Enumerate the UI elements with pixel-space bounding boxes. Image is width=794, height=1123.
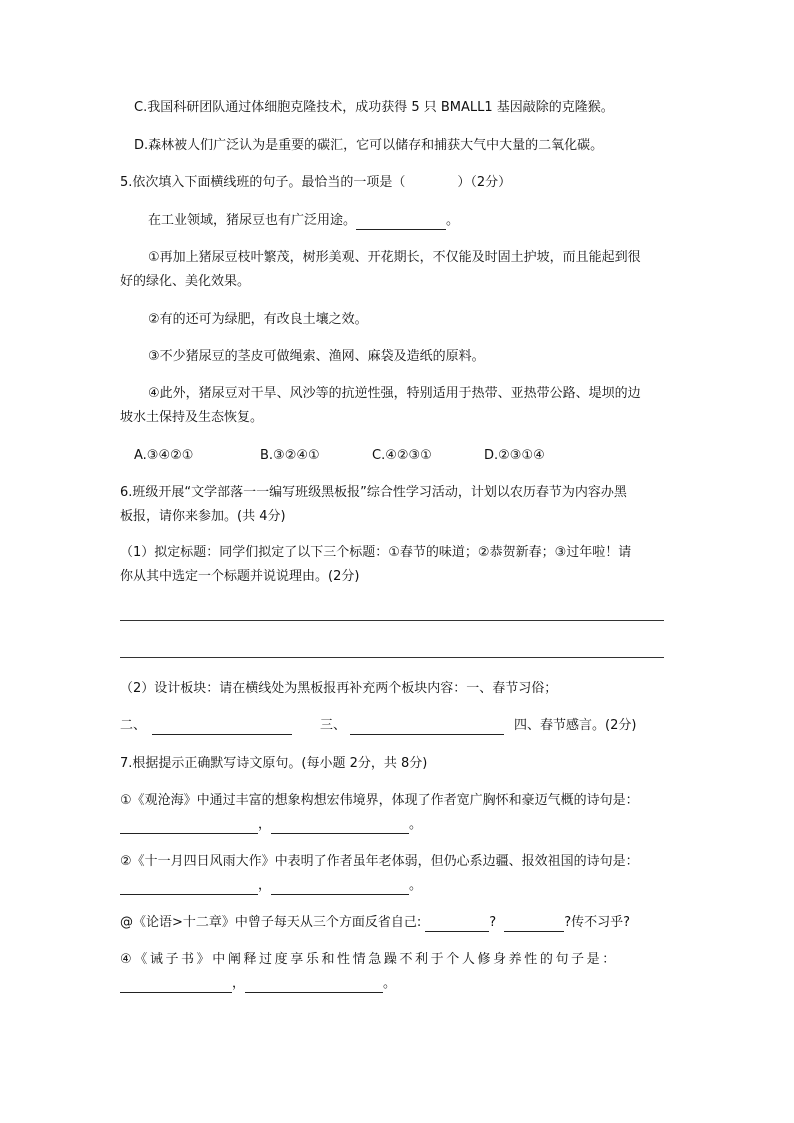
q7-b-blank-2[interactable] bbox=[271, 880, 409, 895]
q7-item-a-prompt: ①《观沧海》中通过丰富的想象构想宏伟境界，体现了作者宽广胸怀和豪迈气概的诗句是： bbox=[120, 793, 639, 808]
q7-d-blank-2[interactable] bbox=[245, 978, 383, 993]
q7-item-c: @《论语>十二章》中曾子每天从三个方面反省自己: ? ?传不习乎? bbox=[120, 915, 630, 930]
q6-stem-line1: 6.班级开展“文学部落一一编写班级黑板报”综合性学习活动，计划以农历春节为内容办黑 bbox=[120, 485, 627, 500]
q7-b-blank-1[interactable] bbox=[120, 880, 258, 895]
q6-part2-blanks: 二、 三、 四、春节感言。(2分) bbox=[120, 718, 637, 733]
q5-sentence-2: ②有的还可为绿肥，有改良土壤之效。 bbox=[148, 312, 368, 327]
q7-stem: 7.根据提示正确默写诗文原句。(每小题 2分，共 8分) bbox=[120, 756, 428, 771]
q5-answer-blank[interactable] bbox=[356, 215, 446, 230]
q5-lead-text: 在工业领域，猪尿豆也有广泛用途。 bbox=[148, 213, 357, 228]
q6-part1-line2: 你从其中选定一个标题并说说理由。(2分) bbox=[120, 569, 360, 584]
q7-item-b-answer: ， 。 bbox=[120, 877, 422, 895]
q5-lead-sentence: 在工业领域，猪尿豆也有广泛用途。 。 bbox=[148, 213, 460, 228]
q5-choice-b[interactable]: B.③②④① bbox=[260, 448, 320, 463]
q6-answer-line-1[interactable] bbox=[120, 620, 664, 621]
q5-score: ）（2分） bbox=[457, 175, 512, 190]
q5-choice-d[interactable]: D.②③①④ bbox=[484, 448, 545, 463]
q5-choice-c[interactable]: C.④②③① bbox=[372, 448, 432, 463]
q7-item-a-answer: ， 。 bbox=[120, 816, 422, 834]
q4-option-d: D.森林被人们广泛认为是重要的碳汇，它可以储存和捕获大气中大量的二氧化碳。 bbox=[134, 138, 604, 153]
q6-part2-line1: （2）设计板块：请在横线处为黑板报再补充两个板块内容：一、春节习俗； bbox=[120, 681, 558, 696]
q5-sentence-1-line2: 好的绿化、美化效果。 bbox=[120, 274, 251, 289]
q6-answer-line-2[interactable] bbox=[120, 657, 664, 658]
q5-sentence-1-line1: ①再加上猪尿豆枝叶繁茂，树形美观、开花期长，不仅能及时固土护坡，而且能起到很 bbox=[148, 250, 641, 265]
q7-a-blank-1[interactable] bbox=[120, 819, 258, 834]
q5-sentence-4-line1: ④此外，猪尿豆对干旱、风沙等的抗逆性强，特别适用于热带、亚热带公路、堤坝的边 bbox=[148, 386, 641, 401]
q5-stem bbox=[120, 174, 511, 192]
q6-stem-line2: 板报，请你来参加。(共 4分) bbox=[120, 509, 286, 524]
q6-block-three-blank[interactable] bbox=[350, 720, 504, 735]
q7-item-d-prompt: ④《诫子书》中阐释过度享乐和性情急躁不利于个人修身养性的句子是： bbox=[120, 952, 618, 967]
q7-item-b-prompt: ②《十一月四日风雨大作》中表明了作者虽年老体弱，但仍心系边疆、报效祖国的诗句是： bbox=[120, 854, 639, 869]
q4-option-c: C.我国科研团队通过体细胞克隆技术，成功获得 5 只 BMALL1 基因敲除的克隆猴。 bbox=[134, 100, 614, 115]
q7-c-blank-2[interactable] bbox=[504, 917, 564, 932]
q5-sentence-3: ③不少猪尿豆的茎皮可做绳索、渔网、麻袋及造纸的原料。 bbox=[148, 349, 485, 364]
q7-item-d-answer: ， 。 bbox=[120, 975, 396, 993]
q6-part1-line1: （1）拟定标题：同学们拟定了以下三个标题：①春节的味道；②恭贺新春；③过年啦！请 bbox=[120, 545, 632, 560]
q7-d-blank-1[interactable] bbox=[120, 978, 232, 993]
q5-stem-text: 5.依次填入下面横线班的句子。最恰当的一项是（ bbox=[120, 175, 406, 190]
q5-choice-a[interactable]: A.③④②① bbox=[134, 448, 194, 463]
q6-block-two-blank[interactable] bbox=[152, 720, 292, 735]
q7-a-blank-2[interactable] bbox=[271, 819, 409, 834]
q7-c-blank-1[interactable] bbox=[425, 917, 489, 932]
q5-sentence-4-line2: 坡水土保持及生态恢复。 bbox=[120, 410, 264, 425]
